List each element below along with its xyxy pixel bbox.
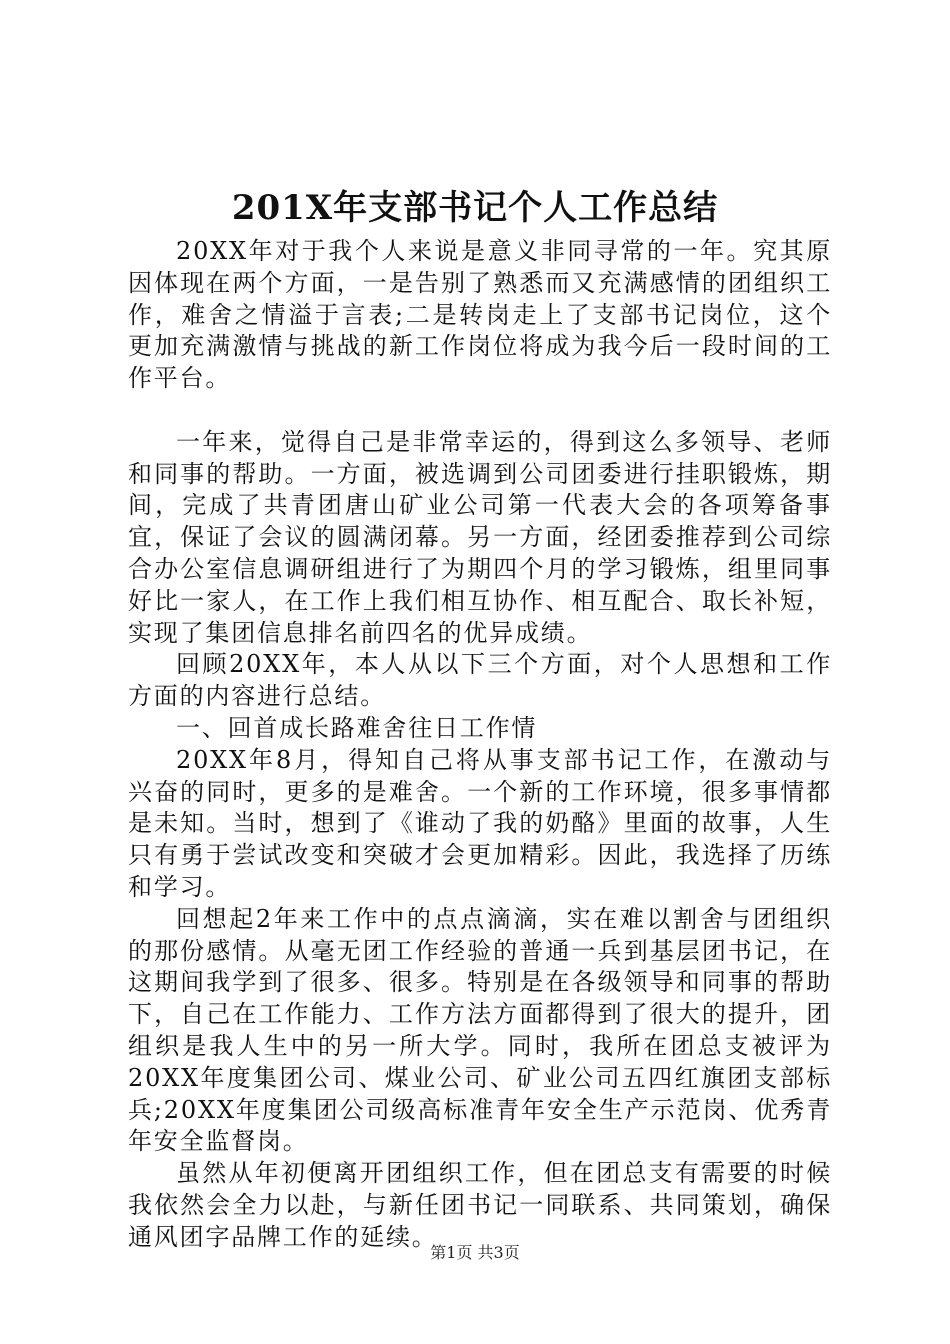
paragraph: 20XX年8月，得知自己将从事支部书记工作，在激动与兴奋的同时，更多的是难舍。一个新的工作环境，很多事情都是未知。当时，想到了《谁动了我的奶酪》里面的故事，人生只有勇于尝试改变和突破才会更加精彩。因此，我选择了历练和学习。: [128, 745, 832, 901]
document-body: [128, 236, 832, 1254]
paragraph: 一年来，觉得自己是非常幸运的，得到这么多领导、老师和同事的帮助。一方面，被选调到公司团委进行挂职锻炼，期间，完成了共青团唐山矿业公司第一代表大会的各项筹备事宜，保证了会议的圆满闭幕。另一方面，经团委推荐到公司综合办公室信息调研组进行了为期四个月的学习锻炼，组里同事好比一家人，在工作上我们相互协作、相互配合、取长补短，实现了集团信息排名前四名的优异成绩。: [128, 427, 832, 647]
page-footer: 第1页 共3页: [430, 1243, 520, 1262]
paragraph: 20XX年对于我个人来说是意义非同寻常的一年。究其原因体现在两个方面，一是告别了熟悉而又充满感情的团组织工作，难舍之情溢于言表;二是转岗走上了支部书记岗位，这个更加充满激情与挑战的新工作岗位将成为我今后一段时间的工作平台。: [128, 237, 832, 393]
paragraph: 回顾20XX年，本人从以下三个方面，对个人思想和工作方面的内容进行总结。: [128, 650, 832, 711]
document-title: 201X年支部书记个人工作总结: [231, 188, 719, 228]
paragraph: 回想起2年来工作中的点点滴滴，实在难以割舍与团组织的那份感情。从毫无团工作经验的普通一兵到基层团书记，在这期间我学到了很多、很多。特别是在各级领导和同事的帮助下，自己在工作能力、工作方法方面都得到了很大的提升，团组织是我人生中的另一所大学。同时，我所在团总支被评为20XX年度集团公司、煤业公司、矿业公司五四红旗团支部标兵;20XX年度集团公司级高标准青年安全生产示范岗、优秀青年安全监督岗。: [128, 904, 832, 1156]
paragraph: 虽然从年初便离开团组织工作，但在团总支有需要的时候我依然会全力以赴，与新任团书记一同联系、共同策划，确保通风团字品牌工作的延续。: [128, 1159, 832, 1251]
section-heading: 一、回首成长路难舍往日工作情: [176, 713, 538, 742]
